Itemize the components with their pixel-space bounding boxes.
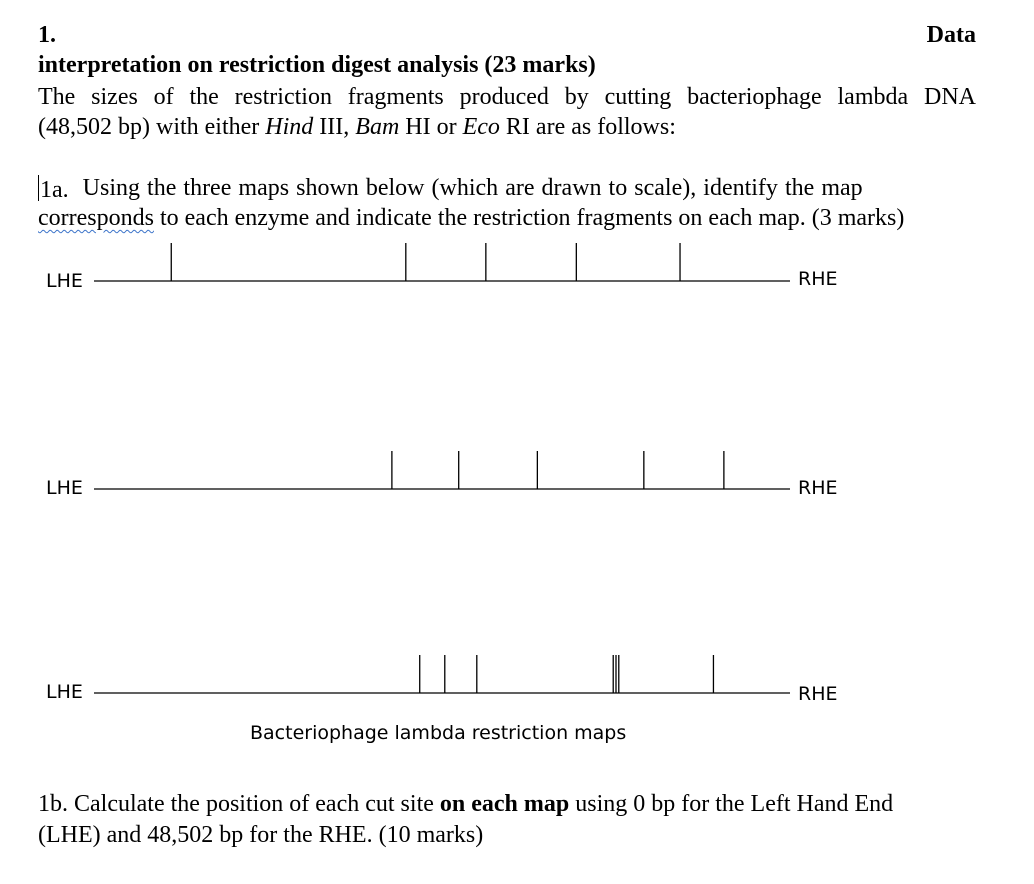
part-b-emphasis: on each map [439, 791, 570, 817]
map-3-lhe-label: LHE [46, 681, 83, 703]
map-2-rhe-label: RHE [798, 477, 838, 499]
intro-line-2: (48,502 bp) with either Hind III, Bam HI or Eco RI are as follows: [38, 114, 676, 140]
question-number: 1. [38, 22, 56, 48]
part-a-line-1[interactable] [38, 175, 976, 204]
restriction-map-1 [0, 240, 1034, 290]
text-cursor [38, 175, 39, 201]
map-3-rhe-label: RHE [798, 683, 838, 705]
part-a-label: 1a. [40, 177, 69, 203]
enzyme-hind: Hind [265, 114, 314, 140]
enzyme-bam: Bam [355, 114, 400, 140]
question-title-start: Data [926, 22, 976, 48]
enzyme-eco: Eco [462, 114, 500, 140]
intro-line-1: The sizes of the restriction fragments produced by cutting bacteriophage lambda DNA [38, 84, 976, 110]
part-a-line-2: corresponds to each enzyme and indicate the restriction fragments on each map. (3 marks) [38, 205, 905, 231]
restriction-map-2 [0, 448, 1034, 498]
map-1-rhe-label: RHE [798, 268, 838, 290]
restriction-map-3 [0, 652, 1034, 702]
part-b-line-1: 1b. Calculate the position of each cut site on each map using 0 bp for the Left Hand End [38, 791, 894, 817]
spellcheck-word[interactable]: corresponds [38, 205, 154, 231]
question-title: interpretation on restriction digest analysis (23 marks) [38, 52, 596, 78]
map-2-lhe-label: LHE [46, 477, 83, 499]
part-a-text: Using the three maps shown below (which are drawn to scale), identify the map [82, 175, 863, 201]
maps-caption: Bacteriophage lambda restriction maps [250, 722, 627, 744]
part-b-line-2: (LHE) and 48,502 bp for the RHE. (10 marks) [38, 822, 484, 848]
map-1-lhe-label: LHE [46, 270, 83, 292]
